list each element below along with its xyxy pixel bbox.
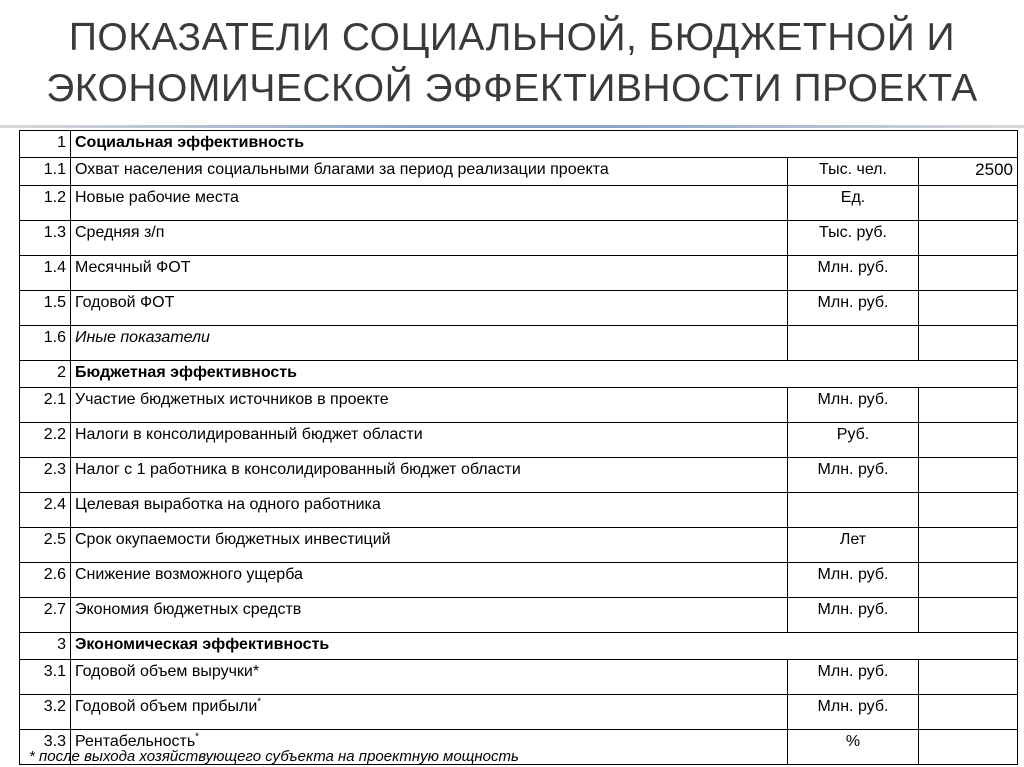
value-cell: 2500 [919, 158, 1018, 186]
footnote-mark: * [257, 696, 262, 708]
title-line-2: ЭКОНОМИЧЕСКОЙ ЭФФЕКТИВНОСТИ ПРОЕКТА [46, 67, 978, 110]
table-row [20, 695, 1018, 730]
unit-cell: Ед. [788, 186, 919, 221]
unit-cell [788, 326, 919, 361]
table-row [20, 256, 1018, 291]
row-number: 3 [20, 633, 71, 660]
row-number: 1.1 [20, 158, 71, 186]
indicator-text: Рентабельность [75, 733, 196, 750]
section-label: Социальная эффективность [71, 131, 1018, 158]
table-row [20, 458, 1018, 493]
unit-cell: % [788, 730, 919, 765]
table-row [20, 528, 1018, 563]
value-cell [919, 221, 1018, 256]
row-number: 2.6 [20, 563, 71, 598]
unit-cell: Млн. руб. [788, 563, 919, 598]
unit-cell: Млн. руб. [788, 695, 919, 730]
value-cell [919, 326, 1018, 361]
footnote: * после выхода хозяйствующего субъекта на проектную мощность [29, 748, 519, 765]
section-row-budget [20, 361, 1018, 388]
unit-cell: Лет [788, 528, 919, 563]
indicator-label: Охват населения социальными благами за период реализации проекта [71, 158, 788, 186]
indicator-label: Налоги в консолидированный бюджет области [71, 423, 788, 458]
row-number: 2.1 [20, 388, 71, 423]
value-cell [919, 493, 1018, 528]
value-cell [919, 695, 1018, 730]
value-cell [919, 291, 1018, 326]
indicator-label: Участие бюджетных источников в проекте [71, 388, 788, 423]
indicator-label: Снижение возможного ущерба [71, 563, 788, 598]
table-row [20, 563, 1018, 598]
indicator-label: Экономия бюджетных средств [71, 598, 788, 633]
row-number: 1.5 [20, 291, 71, 326]
unit-cell: Млн. руб. [788, 388, 919, 423]
indicator-label: Целевая выработка на одного работника [71, 493, 788, 528]
indicators-table [19, 130, 1018, 765]
indicator-label: Налог с 1 работника в консолидированный бюджет области [71, 458, 788, 493]
row-number: 2 [20, 361, 71, 388]
indicator-label: Месячный ФОТ [71, 256, 788, 291]
table-row [20, 291, 1018, 326]
unit-cell: Млн. руб. [788, 291, 919, 326]
unit-cell: Млн. руб. [788, 598, 919, 633]
row-number: 1.3 [20, 221, 71, 256]
indicator-label: Иные показатели [71, 326, 788, 361]
value-cell [919, 186, 1018, 221]
value-cell [919, 660, 1018, 695]
unit-cell [788, 493, 919, 528]
value-cell [919, 423, 1018, 458]
row-number: 1 [20, 131, 71, 158]
table-row [20, 493, 1018, 528]
row-number: 2.2 [20, 423, 71, 458]
value-cell [919, 256, 1018, 291]
section-row-economic [20, 633, 1018, 660]
row-number: 2.5 [20, 528, 71, 563]
value-cell [919, 458, 1018, 493]
value-cell [919, 730, 1018, 765]
table-row [20, 388, 1018, 423]
table-row [20, 423, 1018, 458]
table-row [20, 598, 1018, 633]
row-number: 3.2 [20, 695, 71, 730]
value-cell [919, 563, 1018, 598]
indicator-label: Годовой ФОТ [71, 291, 788, 326]
unit-cell: Млн. руб. [788, 256, 919, 291]
indicator-label: Средняя з/п [71, 221, 788, 256]
row-number: 1.6 [20, 326, 71, 361]
section-label: Бюджетная эффективность [71, 361, 1018, 388]
value-cell [919, 528, 1018, 563]
table-row [20, 186, 1018, 221]
section-row-social [20, 131, 1018, 158]
section-label: Экономическая эффективность [71, 633, 1018, 660]
row-number: 1.2 [20, 186, 71, 221]
unit-cell: Млн. руб. [788, 458, 919, 493]
indicator-label: Новые рабочие места [71, 186, 788, 221]
indicator-text: Годовой объем прибыли [75, 698, 258, 715]
unit-cell: Руб. [788, 423, 919, 458]
value-cell [919, 388, 1018, 423]
unit-cell: Млн. руб. [788, 660, 919, 695]
row-number: 2.4 [20, 493, 71, 528]
indicator-label: Годовой объем выручки* [71, 660, 788, 695]
indicator-label: Срок окупаемости бюджетных инвестиций [71, 528, 788, 563]
unit-cell: Тыс. руб. [788, 221, 919, 256]
table-row [20, 326, 1018, 361]
indicator-label [71, 695, 788, 730]
table-row [20, 158, 1018, 186]
row-number: 3.1 [20, 660, 71, 695]
slide-title [0, 12, 1024, 114]
table-row [20, 660, 1018, 695]
row-number: 3.3 [20, 730, 71, 765]
title-divider [0, 125, 1024, 128]
footnote-mark: * [195, 731, 200, 743]
row-number: 2.7 [20, 598, 71, 633]
table-row [20, 221, 1018, 256]
row-number: 2.3 [20, 458, 71, 493]
value-cell [919, 598, 1018, 633]
unit-cell: Тыс. чел. [788, 158, 919, 186]
title-line-1: ПОКАЗАТЕЛИ СОЦИАЛЬНОЙ, БЮДЖЕТНОЙ И [68, 16, 956, 59]
row-number: 1.4 [20, 256, 71, 291]
